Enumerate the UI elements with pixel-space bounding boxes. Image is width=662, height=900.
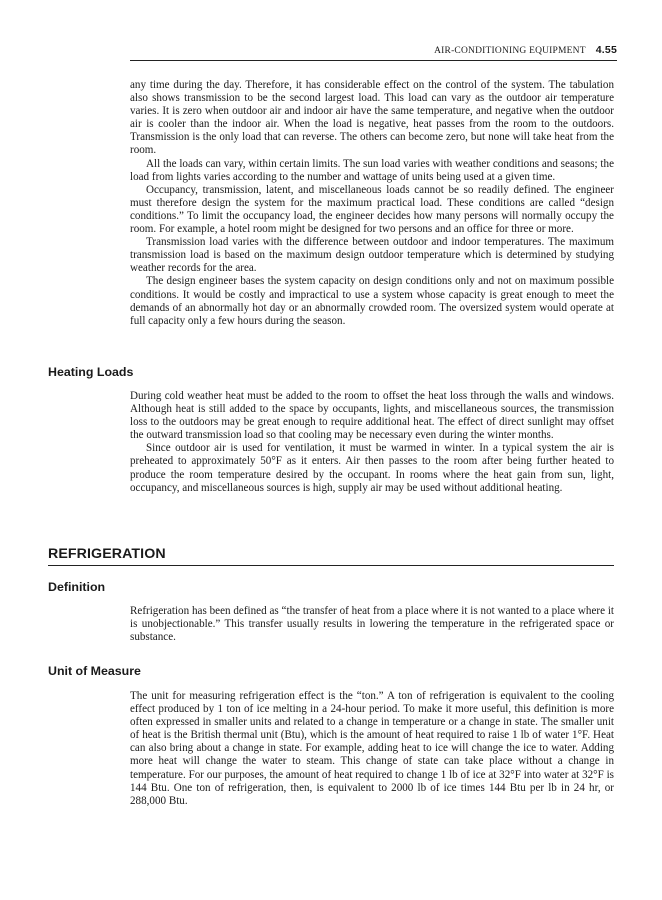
heading-unit-of-measure: Unit of Measure <box>48 664 141 678</box>
running-head <box>434 44 617 56</box>
heading-refrigeration: REFRIGERATION <box>48 546 166 562</box>
intro-paragraph-3: Occupancy, transmission, latent, and miscellaneous loads cannot be so readily defined. The engineer must therefore design the system for the maximum practical load. These conditions are called “design conditions.” To limit the occupancy load, the engineer decides how many persons will normally occupy the room. For example, a hotel room might be designed for two persons and an office for three or more. <box>130 183 614 236</box>
heading-definition: Definition <box>48 580 106 594</box>
definition-section <box>130 605 614 644</box>
heating-loads-section <box>130 390 614 495</box>
intro-paragraph-1: any time during the day. Therefore, it has considerable effect on the control of the system. The tabulation also shows transmission to be the second largest load. This load can vary as the outdoor air temperature varies. It is zero when outdoor air and indoor air have the same temperature, and negative when the outdoor air is cooler than the indoor air. When the load is negative, heat passes from the room to the outdoors. Transmission is the only load that can reverse. The others can become zero, but none will take heat from the room. <box>130 79 614 157</box>
heating-paragraph-2: Since outdoor air is used for ventilation, it must be warmed in winter. In a typical system the air is preheated to approximately 50°F as it enters. Air then passes to the room after being further heated to produce the room temperature desired by the occupant. In rooms where the heat gain from sun, light, occupancy, and miscellaneous sources is high, supply air may be used without additional heating. <box>130 442 614 494</box>
definition-paragraph: Refrigeration has been defined as “the transfer of heat from a place where it is not wanted to a place where it is unobjectionable.” This transfer usually results in lowering the temperature in the refrigerated space or substance. <box>130 605 614 644</box>
running-head-title: AIR-CONDITIONING EQUIPMENT <box>434 46 586 56</box>
heating-paragraph-1: During cold weather heat must be added to the room to offset the heat loss through the walls and windows. Although heat is still added to the space by occupants, lights, and miscellaneous sources, the transmission loss to the outdoors may be great enough to require additional heat. The effect of direct sunlight may offset the outward transmission load so that cooling may be necessary even during the winter months. <box>130 390 614 442</box>
intro-paragraph-5: The design engineer bases the system capacity on design conditions only and not on maximum possible conditions. It would be costly and impractical to use a system whose capacity is great enough to meet the demands of an abnormally hot day or an abnormally crowded room. The oversized system would operate at full capacity only a few hours during the season. <box>130 275 614 327</box>
intro-paragraph-2: All the loads can vary, within certain limits. The sun load varies with weather conditions and seasons; the load from lights varies according to the number and wattage of units being used at a given time. <box>130 157 614 183</box>
unit-of-measure-paragraph: The unit for measuring refrigeration effect is the “ton.” A ton of refrigeration is equivalent to the cooling effect produced by 1 ton of ice melting in a 24-hour period. To make it more useful, this definition is more often expressed in smaller units and related to a change in temperature or a change in state. The smaller unit of heat is the British thermal unit (Btu), which is the amount of heat required to raise 1 lb of water 1°F. Heat can also bring about a change in state. For example, adding heat to ice will change the ice to water. Adding more heat will change the water to steam. This change of state can take place without a change in temperature. For our purposes, the amount of heat required to change 1 lb of ice at 32°F into water at 32°F is 144 Btu. One ton of refrigeration, then, is equivalent to 2000 lb of ice times 144 Btu per lb in 24 hr, or 288,000 Btu. <box>130 690 614 807</box>
heading-heating-loads: Heating Loads <box>48 365 134 379</box>
intro-paragraph-4: Transmission load varies with the difference between outdoor and indoor temperatures. The maximum transmission load is based on the maximum design outdoor temperature which is determined by studying weather records for the area. <box>130 236 614 275</box>
header-rule <box>130 60 617 61</box>
intro-section <box>130 79 614 328</box>
unit-of-measure-section <box>130 690 614 808</box>
page-number: 4.55 <box>595 44 617 56</box>
refrigeration-rule <box>48 565 614 566</box>
